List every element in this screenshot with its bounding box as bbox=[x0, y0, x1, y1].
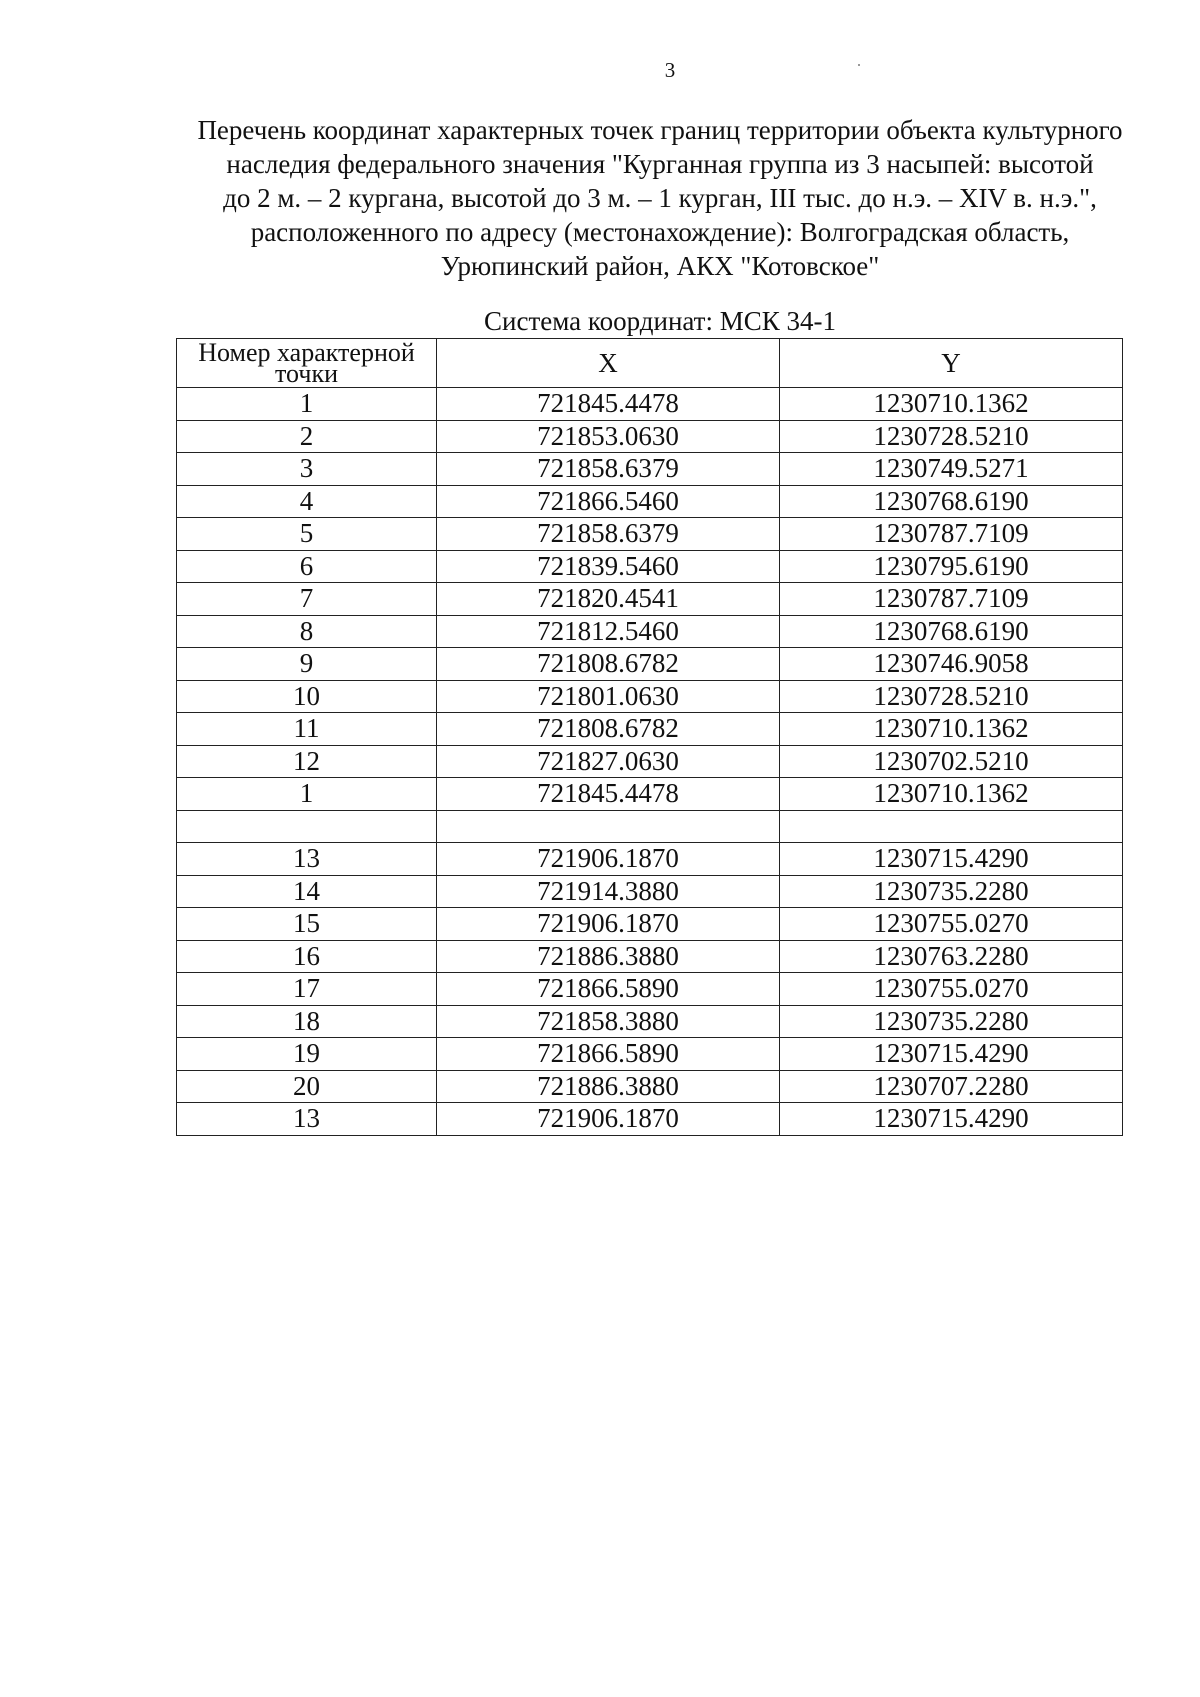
cell-y: 1230768.6190 bbox=[780, 615, 1123, 648]
scan-speck bbox=[858, 64, 860, 66]
table-header-row bbox=[177, 339, 1123, 388]
table-row bbox=[177, 875, 1123, 908]
page-number: 3 bbox=[664, 58, 676, 82]
cell-point-number: 10 bbox=[177, 680, 437, 713]
title-line: Урюпинский район, АКХ "Котовское" bbox=[440, 251, 880, 281]
cell-y: 1230746.9058 bbox=[780, 648, 1123, 681]
cell-y: 1230710.1362 bbox=[780, 388, 1123, 421]
title-line: до 2 м. – 2 кургана, высотой до 3 м. – 1 курган, III тыс. до н.э. – XIV в. н.э.", bbox=[223, 183, 1097, 213]
table-row bbox=[177, 745, 1123, 778]
cell-x: 721845.4478 bbox=[437, 778, 780, 811]
cell-x: 721906.1870 bbox=[437, 843, 780, 876]
table-row bbox=[177, 1038, 1123, 1071]
cell-y: 1230763.2280 bbox=[780, 940, 1123, 973]
cell-point-number: 6 bbox=[177, 550, 437, 583]
cell-y: 1230715.4290 bbox=[780, 843, 1123, 876]
cell-y: 1230735.2280 bbox=[780, 875, 1123, 908]
cell-point-number: 2 bbox=[177, 420, 437, 453]
cell-y: 1230715.4290 bbox=[780, 1103, 1123, 1136]
document-title bbox=[170, 113, 1150, 283]
cell-x: 721801.0630 bbox=[437, 680, 780, 713]
cell-x: 721808.6782 bbox=[437, 713, 780, 746]
table-row bbox=[177, 843, 1123, 876]
cell-x: 721808.6782 bbox=[437, 648, 780, 681]
cell-point-number: 13 bbox=[177, 843, 437, 876]
table-row bbox=[177, 713, 1123, 746]
cell-x: 721812.5460 bbox=[437, 615, 780, 648]
cell-point-number bbox=[177, 810, 437, 843]
coordinate-system-label: Система координат: МСК 34-1 bbox=[484, 306, 836, 336]
table-row bbox=[177, 810, 1123, 843]
cell-x: 721858.3880 bbox=[437, 1005, 780, 1038]
cell-x: 721853.0630 bbox=[437, 420, 780, 453]
coordinates-table bbox=[176, 338, 1123, 1136]
cell-y: 1230787.7109 bbox=[780, 583, 1123, 616]
cell-point-number: 1 bbox=[177, 388, 437, 421]
cell-point-number: 16 bbox=[177, 940, 437, 973]
cell-point-number: 8 bbox=[177, 615, 437, 648]
cell-point-number: 3 bbox=[177, 453, 437, 486]
table-body bbox=[177, 388, 1123, 1136]
cell-point-number: 17 bbox=[177, 973, 437, 1006]
cell-point-number: 13 bbox=[177, 1103, 437, 1136]
cell-y: 1230787.7109 bbox=[780, 518, 1123, 551]
cell-x: 721820.4541 bbox=[437, 583, 780, 616]
table-row bbox=[177, 908, 1123, 941]
cell-y: 1230735.2280 bbox=[780, 1005, 1123, 1038]
table-row bbox=[177, 583, 1123, 616]
table-row bbox=[177, 485, 1123, 518]
table-row bbox=[177, 453, 1123, 486]
cell-point-number: 1 bbox=[177, 778, 437, 811]
column-header-point-number bbox=[177, 339, 437, 388]
table-row bbox=[177, 420, 1123, 453]
table-row bbox=[177, 615, 1123, 648]
cell-x: 721906.1870 bbox=[437, 1103, 780, 1136]
cell-y: 1230795.6190 bbox=[780, 550, 1123, 583]
cell-x: 721886.3880 bbox=[437, 1070, 780, 1103]
cell-x: 721914.3880 bbox=[437, 875, 780, 908]
cell-y: 1230768.6190 bbox=[780, 485, 1123, 518]
table-row bbox=[177, 1070, 1123, 1103]
title-line: Перечень координат характерных точек границ территории объекта культурного bbox=[197, 115, 1123, 145]
cell-y: 1230755.0270 bbox=[780, 908, 1123, 941]
table-row bbox=[177, 648, 1123, 681]
cell-point-number: 18 bbox=[177, 1005, 437, 1038]
cell-x bbox=[437, 810, 780, 843]
cell-x: 721858.6379 bbox=[437, 518, 780, 551]
cell-point-number: 7 bbox=[177, 583, 437, 616]
cell-x: 721886.3880 bbox=[437, 940, 780, 973]
table-row bbox=[177, 973, 1123, 1006]
cell-point-number: 4 bbox=[177, 485, 437, 518]
cell-y: 1230710.1362 bbox=[780, 778, 1123, 811]
header-text: точки bbox=[275, 359, 338, 388]
cell-point-number: 9 bbox=[177, 648, 437, 681]
cell-point-number: 19 bbox=[177, 1038, 437, 1071]
table-row bbox=[177, 388, 1123, 421]
cell-y: 1230707.2280 bbox=[780, 1070, 1123, 1103]
cell-x: 721858.6379 bbox=[437, 453, 780, 486]
cell-point-number: 5 bbox=[177, 518, 437, 551]
table-row bbox=[177, 778, 1123, 811]
table-row bbox=[177, 1103, 1123, 1136]
table-row bbox=[177, 680, 1123, 713]
cell-x: 721839.5460 bbox=[437, 550, 780, 583]
cell-x: 721866.5460 bbox=[437, 485, 780, 518]
cell-point-number: 12 bbox=[177, 745, 437, 778]
cell-x: 721845.4478 bbox=[437, 388, 780, 421]
header-text: Номер характерной bbox=[198, 338, 415, 367]
cell-y: 1230710.1362 bbox=[780, 713, 1123, 746]
cell-y: 1230715.4290 bbox=[780, 1038, 1123, 1071]
cell-y: 1230728.5210 bbox=[780, 680, 1123, 713]
cell-y: 1230728.5210 bbox=[780, 420, 1123, 453]
title-line: расположенного по адресу (местонахождение): Волгоградская область, bbox=[250, 217, 1070, 247]
cell-point-number: 15 bbox=[177, 908, 437, 941]
title-line: наследия федерального значения "Курганная группа из 3 насыпей: высотой bbox=[226, 149, 1094, 179]
cell-x: 721866.5890 bbox=[437, 1038, 780, 1071]
cell-x: 721906.1870 bbox=[437, 908, 780, 941]
cell-y: 1230702.5210 bbox=[780, 745, 1123, 778]
cell-point-number: 11 bbox=[177, 713, 437, 746]
column-header-y: Y bbox=[780, 339, 1123, 388]
cell-x: 721866.5890 bbox=[437, 973, 780, 1006]
cell-point-number: 20 bbox=[177, 1070, 437, 1103]
cell-x: 721827.0630 bbox=[437, 745, 780, 778]
cell-point-number: 14 bbox=[177, 875, 437, 908]
cell-y bbox=[780, 810, 1123, 843]
cell-y: 1230755.0270 bbox=[780, 973, 1123, 1006]
table-row bbox=[177, 550, 1123, 583]
column-header-x: X bbox=[437, 339, 780, 388]
table-row bbox=[177, 940, 1123, 973]
cell-y: 1230749.5271 bbox=[780, 453, 1123, 486]
table-row bbox=[177, 518, 1123, 551]
table-row bbox=[177, 1005, 1123, 1038]
